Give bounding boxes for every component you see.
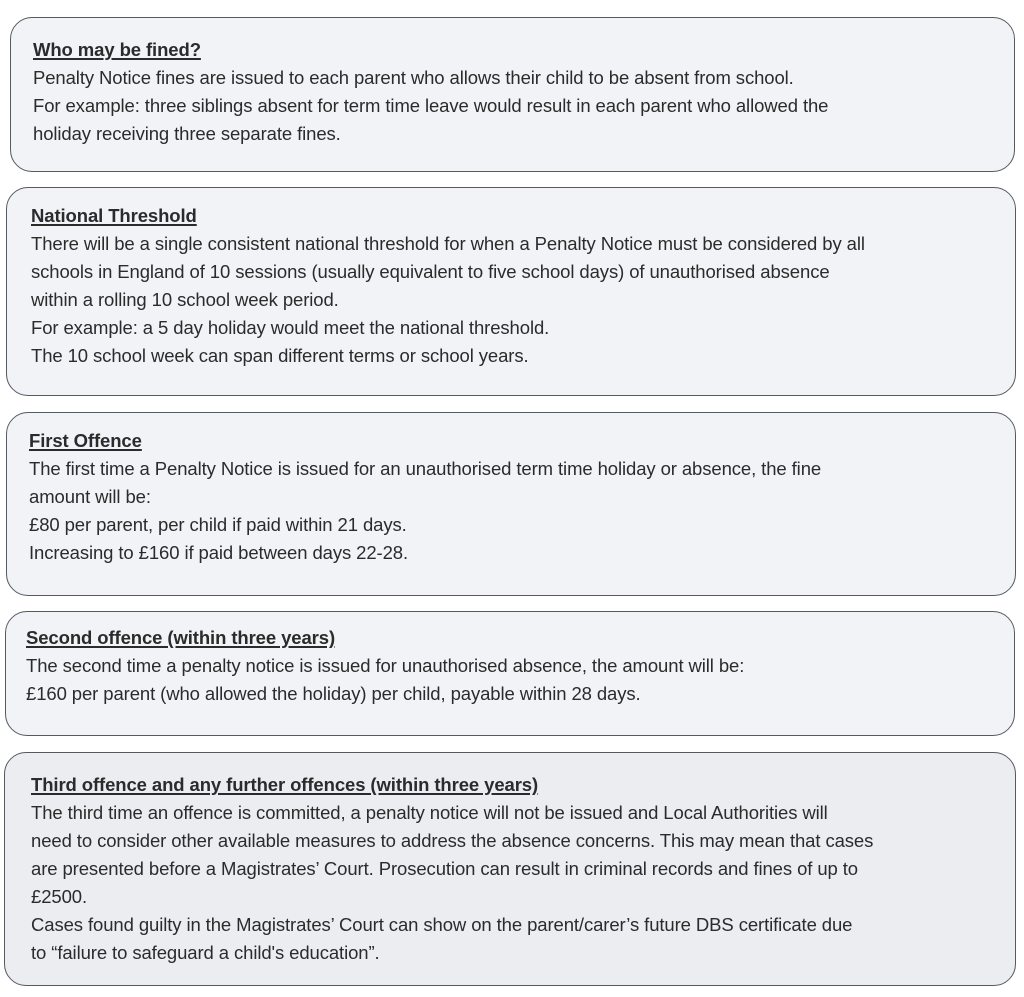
section-text-line: £80 per parent, per child if paid within 21 days. <box>29 514 407 535</box>
section-first-offence <box>6 412 1016 596</box>
section-text-line: The 10 school week can span different terms or school years. <box>31 345 529 366</box>
section-text-line: Increasing to £160 if paid between days 22-28. <box>29 542 409 563</box>
section-who-may-be-fined <box>10 17 1015 172</box>
section-text-line: amount will be: <box>29 486 151 507</box>
section-title: Third offence and any further offences (within three years) <box>31 774 539 795</box>
section-second-offence <box>5 611 1015 736</box>
section-title: Who may be fined? <box>33 39 201 60</box>
section-text-line: The first time a Penalty Notice is issued for an unauthorised term time holiday or absence, the fine <box>29 458 822 479</box>
section-text-line: £160 per parent (who allowed the holiday) per child, payable within 28 days. <box>26 683 641 704</box>
section-text-line: The third time an offence is committed, a penalty notice will not be issued and Local Authorities will <box>31 802 828 823</box>
section-title: National Threshold <box>31 205 197 226</box>
section-text-line: £2500. <box>31 886 87 907</box>
section-text-line: holiday receiving three separate fines. <box>33 123 341 144</box>
section-national-threshold <box>6 187 1016 396</box>
section-text-line: Penalty Notice fines are issued to each parent who allows their child to be absent from school. <box>33 67 794 88</box>
section-text-line: For example: three siblings absent for term time leave would result in each parent who allowed the <box>33 95 829 116</box>
section-text-line: For example: a 5 day holiday would meet the national threshold. <box>31 317 550 338</box>
section-title: First Offence <box>29 430 142 451</box>
section-title: Second offence (within three years) <box>26 627 336 648</box>
section-text-line: within a rolling 10 school week period. <box>31 289 339 310</box>
section-third-offence <box>4 752 1016 986</box>
section-text-line: need to consider other available measures to address the absence concerns. This may mean that cases <box>31 830 874 851</box>
section-text-line: are presented before a Magistrates’ Court. Prosecution can result in criminal records and fines of up to <box>31 858 858 879</box>
section-text-line: to “failure to safeguard a child's education”. <box>31 942 380 963</box>
section-text-line: The second time a penalty notice is issued for unauthorised absence, the amount will be: <box>26 655 745 676</box>
section-text-line: There will be a single consistent national threshold for when a Penalty Notice must be considered by all <box>31 233 865 254</box>
section-text-line: Cases found guilty in the Magistrates’ Court can show on the parent/carer’s future DBS certificate due <box>31 914 853 935</box>
section-text-line: schools in England of 10 sessions (usually equivalent to five school days) of unauthorised absence <box>31 261 830 282</box>
